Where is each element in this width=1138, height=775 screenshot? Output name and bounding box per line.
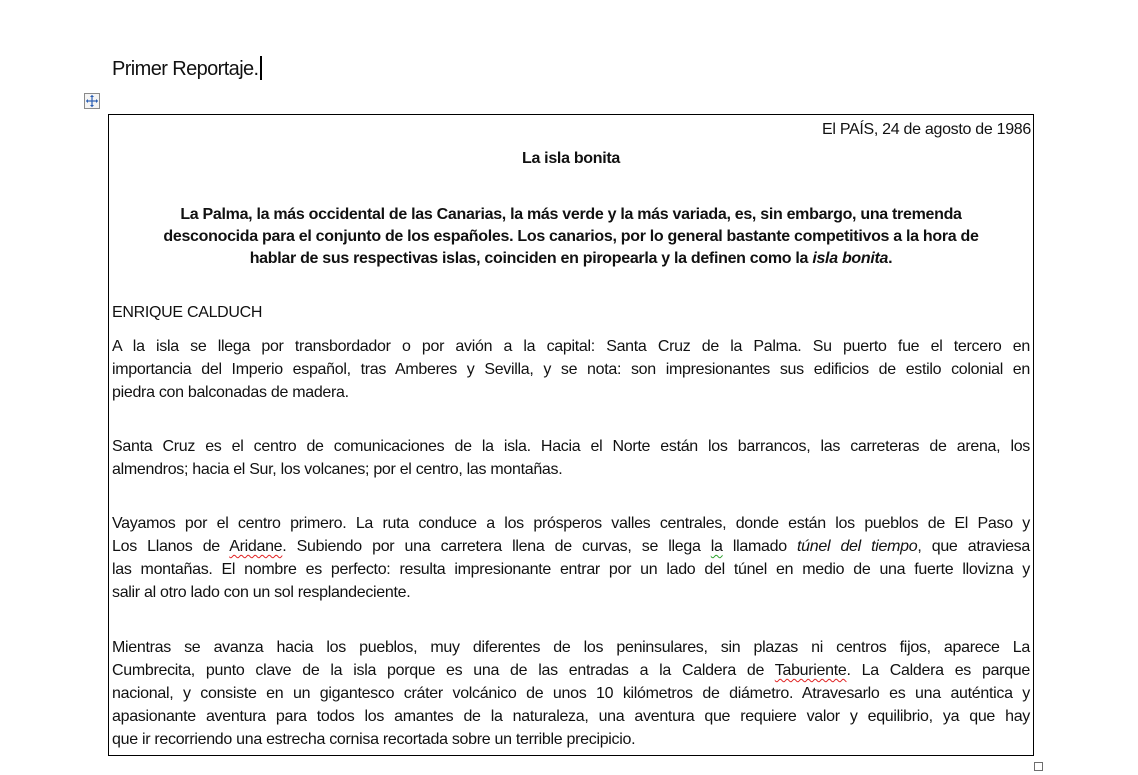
spelling-error-word[interactable]: Aridane — [229, 538, 283, 555]
paragraph-text: . La Caldera es parque — [846, 662, 1030, 679]
paragraph-text: . Subiendo por una carretera llena de curvas, se llega — [282, 538, 711, 555]
paragraph-text: , que atraviesa — [917, 538, 1030, 555]
paragraph-text: llamado — [722, 538, 798, 555]
paragraph-line — [112, 535, 1030, 558]
article-title: La isla bonita — [521, 150, 621, 167]
paragraph-line: que ir recorriendo una estrecha cornisa recortada sobre un terrible precipicio. — [112, 731, 636, 748]
table-move-handle-icon[interactable] — [84, 93, 100, 109]
paragraph-2 — [112, 435, 1030, 481]
lead-line — [109, 248, 1033, 270]
text-cursor — [260, 56, 262, 80]
spelling-error-word[interactable]: Taburiente — [774, 662, 847, 679]
paragraph-line: salir al otro lado con un sol resplandeciente. — [112, 584, 411, 601]
article-table-cell[interactable] — [108, 114, 1034, 756]
paragraph-1 — [112, 335, 1030, 404]
grammar-error-word[interactable]: la — [710, 538, 723, 555]
article-author: ENRIQUE CALDUCH — [112, 304, 263, 321]
lead-line: desconocida para el conjunto de los españoles. Los canarios, por lo general bastante competitivos a la hora de — [163, 228, 979, 245]
paragraph-4 — [112, 636, 1030, 751]
paragraph-line: Vayamos por el centro primero. La ruta conduce a los prósperos valles centrales, donde están los pueblos de El Paso y — [112, 515, 1030, 532]
page-heading — [112, 56, 262, 82]
lead-text: . — [888, 250, 893, 267]
paragraph-line: nacional, y consiste en un gigantesco cráter volcánico de unos 10 kilómetros de diámetro. Atravesarlo es una auténtica y — [112, 685, 1030, 702]
table-resize-handle-icon[interactable] — [1034, 762, 1043, 771]
article-source: El PAÍS, 24 de agosto de 1986 — [822, 121, 1031, 138]
paragraph-emphasis: túnel del tiempo — [797, 538, 918, 555]
lead-line: La Palma, la más occidental de las Canarias, la más verde y la más variada, es, sin embargo, una tremenda — [180, 206, 962, 223]
page-heading-text: Primer Reportaje. — [112, 58, 259, 80]
paragraph-line: piedra con balconadas de madera. — [112, 384, 349, 401]
paragraph-line: almendros; hacia el Sur, los volcanes; por el centro, las montañas. — [112, 461, 563, 478]
paragraph-line: Mientras se avanza hacia los pueblos, muy diferentes de los peninsulares, sin plazas ni centros fijos, aparece La — [112, 639, 1030, 656]
paragraph-line: importancia del Imperio español, tras Amberes y Sevilla, y se nota: son impresionantes sus edificios de estilo colonial en — [112, 361, 1030, 378]
paragraph-line: Santa Cruz es el centro de comunicaciones de la isla. Hacia el Norte están los barrancos, las carreteras de arena, los — [112, 438, 1030, 455]
paragraph-line: apasionante aventura para todos los amantes de la naturaleza, una aventura que requiere valor y equilibrio, ya que hay — [112, 708, 1030, 725]
lead-emphasis: isla bonita — [812, 250, 889, 267]
paragraph-line — [112, 659, 1030, 682]
paragraph-text: Cumbrecita, punto clave de la isla porque es una de las entradas a la Caldera de — [112, 662, 775, 679]
paragraph-line: las montañas. El nombre es perfecto: resulta impresionante entrar por un lado del túnel en medio de una fuerte llovizna y — [112, 561, 1030, 578]
paragraph-line: A la isla se llega por transbordador o por avión a la capital: Santa Cruz de la Palma. Su puerto fue el tercero en — [112, 338, 1030, 355]
paragraph-text: Los Llanos de — [112, 538, 230, 555]
paragraph-3 — [112, 512, 1030, 604]
article-lead — [109, 204, 1033, 270]
lead-text: hablar de sus respectivas islas, coinciden en piropearla y la definen como la — [249, 250, 813, 267]
